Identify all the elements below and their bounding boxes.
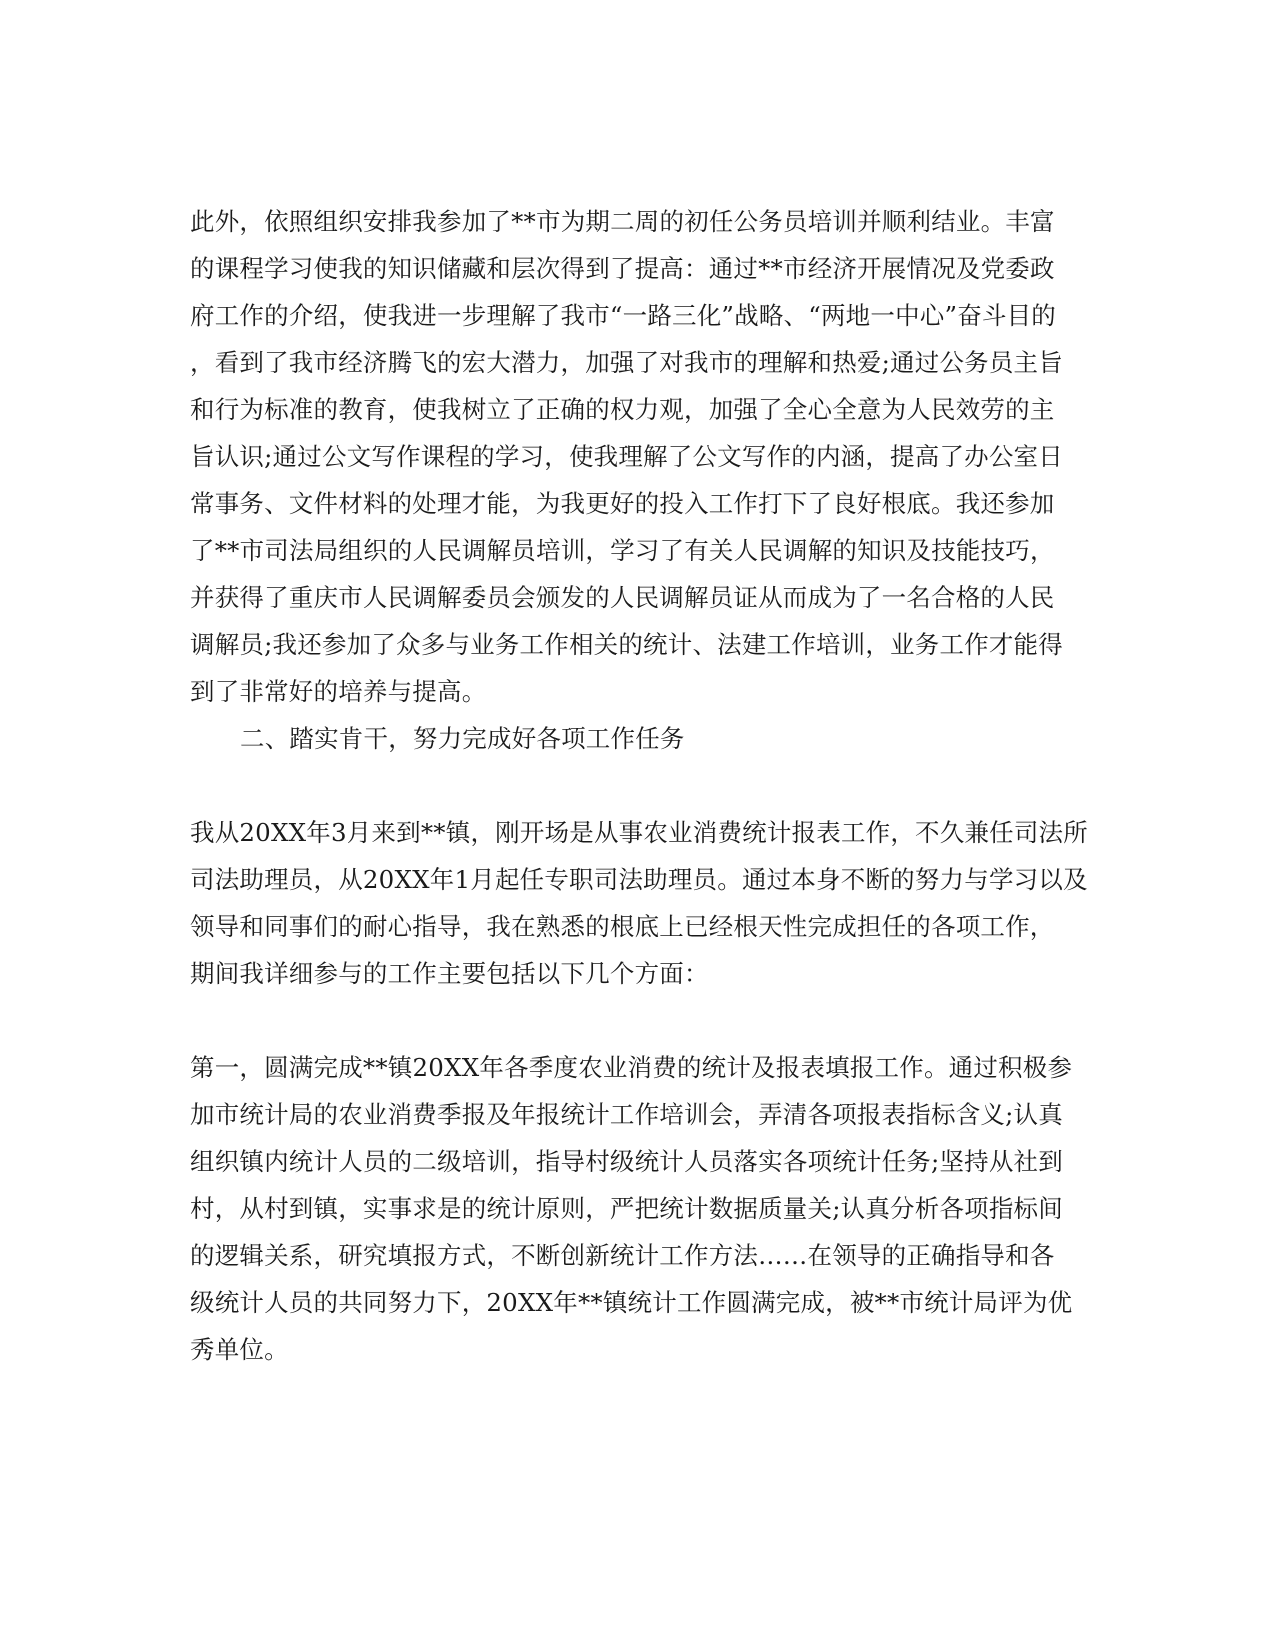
- paragraph-3-line: 组织镇内统计人员的二级培训，指导村级统计人员落实各项统计任务;坚持从社到: [190, 1147, 1063, 1176]
- paragraph-1-line: 了**市司法局组织的人民调解员培训，学习了有关人民调解的知识及技能技巧，: [190, 536, 1055, 565]
- paragraph-2-line: 我从20XX年3月来到**镇，刚开场是从事农业消费统计报表工作，不久兼任司法所: [190, 818, 1088, 847]
- paragraph-3-line: 第一，圆满完成**镇20XX年各季度农业消费的统计及报表填报工作。通过积极参: [190, 1053, 1073, 1082]
- paragraph-1-line: 的课程学习使我的知识储藏和层次得到了提高：通过**市经济开展情况及党委政: [190, 254, 1055, 283]
- paragraph-1-line: 调解员;我还参加了众多与业务工作相关的统计、法建工作培训，业务工作才能得: [190, 630, 1063, 659]
- paragraph-3-line: 级统计人员的共同努力下，20XX年**镇统计工作圆满完成，被**市统计局评为优: [190, 1288, 1073, 1317]
- paragraph-1-line: 府工作的介绍，使我进一步理解了我市“一路三化”战略、“两地一中心”奋斗目的: [190, 301, 1056, 330]
- section-heading: 二、踏实肯干，努力完成好各项工作任务: [240, 724, 685, 753]
- paragraph-1-line: 常事务、文件材料的处理才能，为我更好的投入工作打下了良好根底。我还参加: [190, 489, 1055, 518]
- paragraph-3-line: 秀单位。: [190, 1335, 289, 1364]
- paragraph-3-line: 加市统计局的农业消费季报及年报统计工作培训会，弄清各项报表指标含义;认真: [190, 1100, 1063, 1129]
- paragraph-1-line: 旨认识;通过公文写作课程的学习，使我理解了公文写作的内涵，提高了办公室日: [190, 442, 1063, 471]
- paragraph-2-line: 司法助理员，从20XX年1月起任专职司法助理员。通过本身不断的努力与学习以及: [190, 865, 1088, 894]
- paragraph-1-line: ，看到了我市经济腾飞的宏大潜力，加强了对我市的理解和热爱;通过公务员主旨: [190, 348, 1063, 377]
- paragraph-3-line: 村，从村到镇，实事求是的统计原则，严把统计数据质量关;认真分析各项指标间: [190, 1194, 1063, 1223]
- paragraph-1-line: 并获得了重庆市人民调解委员会颁发的人民调解员证从而成为了一名合格的人民: [190, 583, 1055, 612]
- paragraph-1-line: 此外，依照组织安排我参加了**市为期二周的初任公务员培训并顺利结业。丰富: [190, 207, 1055, 236]
- paragraph-3-line: 的逻辑关系，研究填报方式，不断创新统计工作方法……在领导的正确指导和各: [190, 1241, 1055, 1270]
- paragraph-2-line: 领导和同事们的耐心指导，我在熟悉的根底上已经根天性完成担任的各项工作，: [190, 912, 1055, 941]
- paragraph-2-line: 期间我详细参与的工作主要包括以下几个方面：: [190, 959, 709, 988]
- paragraph-1-line: 和行为标准的教育，使我树立了正确的权力观，加强了全心全意为人民效劳的主: [190, 395, 1055, 424]
- paragraph-1-line: 到了非常好的培养与提高。: [190, 677, 487, 706]
